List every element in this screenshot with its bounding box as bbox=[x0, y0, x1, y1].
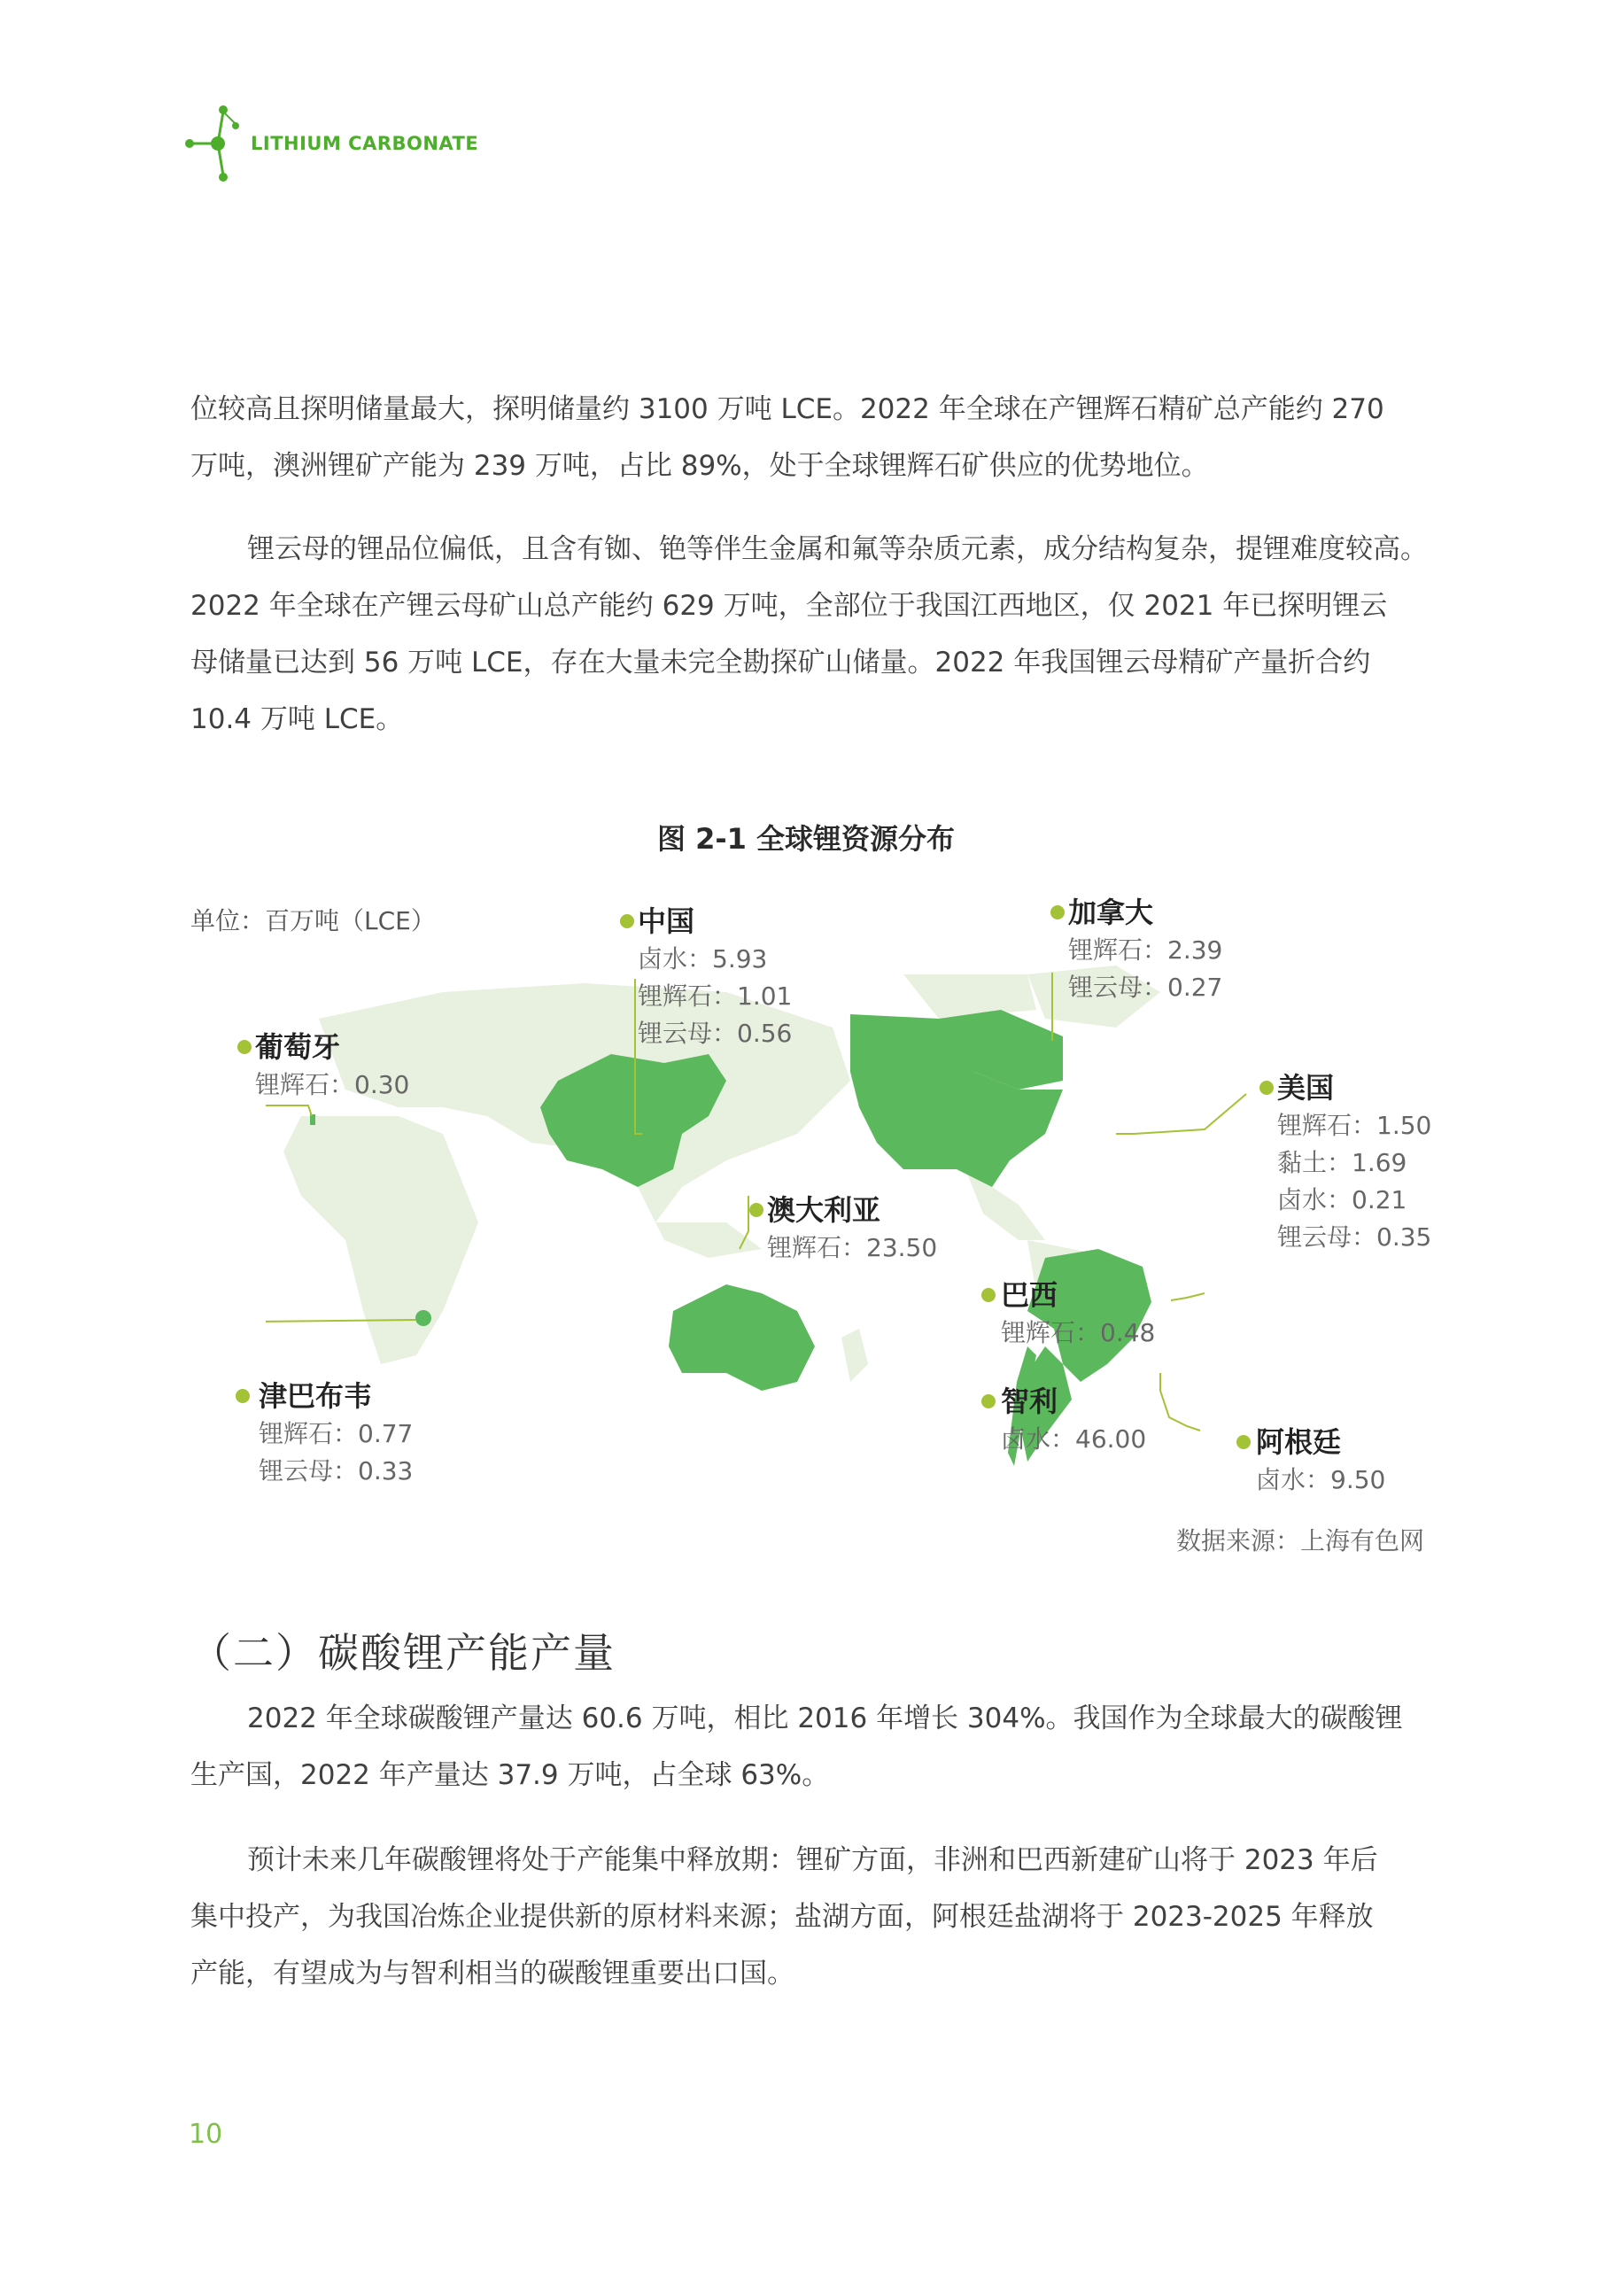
molecule-logo-icon bbox=[182, 99, 253, 188]
paragraph-spodumene: 位较高且探明储量最大，探明储量约 3100 万吨 LCE。2022 年全球在产锂辉石精矿总产能约 270 万吨，澳洲锂矿产能为 239 万吨，占比 89%，处于全球锂辉石矿供应的优势地位。 bbox=[190, 393, 1384, 482]
callout-australia: 澳大利亚 锂辉石：23.50 bbox=[767, 1191, 937, 1267]
page-number: 10 bbox=[189, 2119, 223, 2150]
callout-china: 中国 卤水：5.93 锂辉石：1.01 锂云母：0.56 bbox=[638, 902, 792, 1052]
paragraph-production: 2022 年全球碳酸锂产量达 60.6 万吨，相比 2016 年增长 304%。我国作为全球最大的碳酸锂 生产国，2022 年产量达 37.9 万吨，占全球 63%。 bbox=[190, 1703, 1403, 1791]
callout-canada: 加拿大 锂辉石：2.39 锂云母：0.27 bbox=[1068, 893, 1222, 1006]
callout-chile: 智利 卤水：46.00 bbox=[1001, 1382, 1146, 1458]
callout-portugal: 葡萄牙 锂辉石：0.30 bbox=[255, 1028, 409, 1104]
callout-usa: 美国 锂辉石：1.50 黏土：1.69 卤水：0.21 锂云母：0.35 bbox=[1277, 1068, 1431, 1256]
figure-title: 图 2-1 全球锂资源分布 bbox=[656, 822, 956, 856]
callout-brazil: 巴西 锂辉石：0.48 bbox=[1001, 1276, 1155, 1352]
map-usa bbox=[850, 1072, 1063, 1187]
map-zimbabwe bbox=[415, 1310, 431, 1326]
callout-zimbabwe: 津巴布韦 锂辉石：0.77 锂云母：0.33 bbox=[259, 1377, 413, 1490]
paragraph-lepidolite: 锂云母的锂品位偏低，且含有铷、铯等伴生金属和氟等杂质元素，成分结构复杂，提锂难度较高。 2022 年全球在产锂云母矿山总产能约 629 万吨，全部位于我国江西地区，仅 2021 年已探明锂云 母储量已达到 56 万吨 LCE，存在大量未完全勘探矿山储量。2022 年我国锂云母精矿产量折合约 10.4 万吨 LCE。 bbox=[190, 533, 1428, 735]
callout-argentina: 阿根廷 卤水：9.50 bbox=[1256, 1423, 1385, 1499]
paragraph-forecast: 预计未来几年碳酸锂将处于产能集中释放期：锂矿方面，非洲和巴西新建矿山将于 2023 年后 集中投产，为我国冶炼企业提供新的原材料来源；盐湖方面，阿根廷盐湖将于 2023-2025 年释放 产能，有望成为与智利相当的碳酸锂重要出口国。 bbox=[190, 1844, 1378, 1990]
figure-source: 数据来源：上海有色网 bbox=[1175, 1526, 1424, 1555]
figure-unit: 单位：百万吨（LCE） bbox=[190, 906, 436, 935]
brand-title: LITHIUM CARBONATE bbox=[251, 133, 479, 154]
map-australia bbox=[669, 1284, 815, 1391]
section-title: （二）碳酸锂产能产量 bbox=[190, 1629, 616, 1677]
